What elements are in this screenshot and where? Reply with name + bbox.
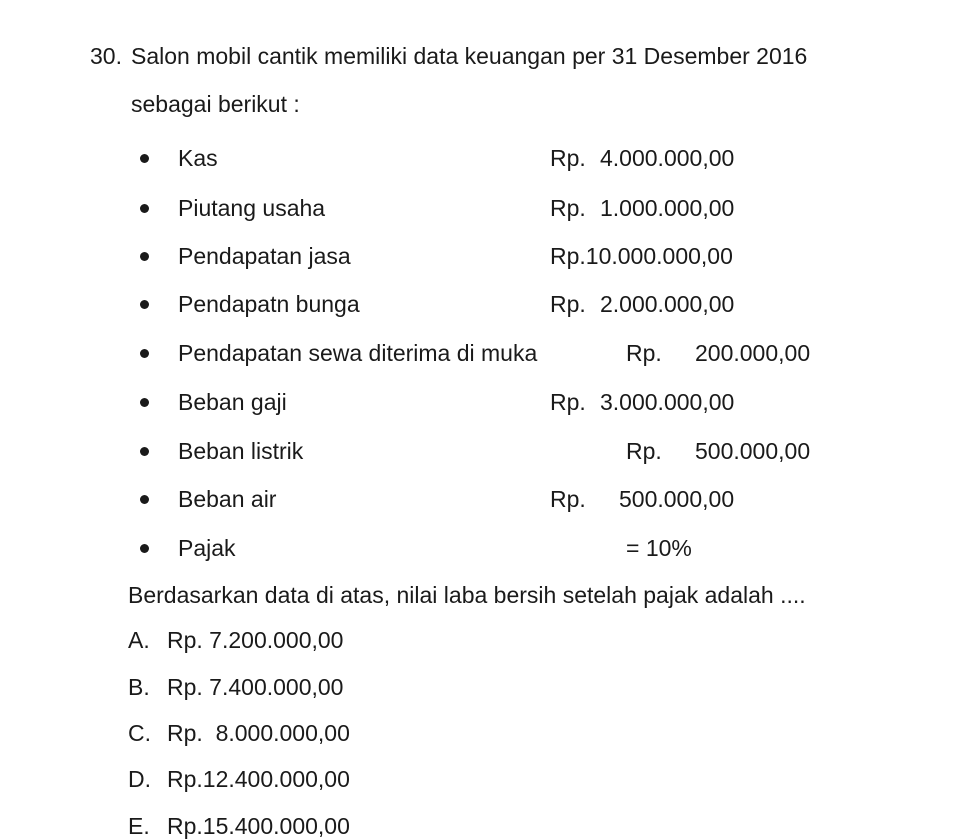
option-letter: A.: [128, 627, 150, 653]
bullet: [140, 349, 149, 358]
option-letter: B.: [128, 674, 150, 700]
item-amount-beban-listrik: 500.000,00: [695, 438, 811, 464]
item-prefix-pendapatan-bunga: Rp.: [550, 291, 586, 317]
question-text-line-2: sebagai berikut :: [131, 91, 300, 117]
item-label-piutang-usaha: Piutang usaha: [178, 195, 326, 221]
question-prompt: Berdasarkan data di atas, nilai laba bersih setelah pajak adalah ....: [128, 582, 806, 608]
bullet: [140, 154, 149, 163]
item-label-pajak: Pajak: [178, 535, 236, 561]
option-letter: E.: [128, 813, 150, 839]
bullet: [140, 447, 149, 456]
item-amount-piutang-usaha: 1.000.000,00: [600, 195, 735, 221]
item-amount-beban-air: 500.000,00: [619, 486, 735, 512]
option-value: Rp.15.400.000,00: [167, 813, 350, 839]
bullet: [140, 544, 149, 553]
item-prefix-beban-listrik: Rp.: [626, 438, 662, 464]
bullet: [140, 300, 149, 309]
item-prefix-beban-air: Rp.: [550, 486, 586, 512]
item-label-beban-gaji: Beban gaji: [178, 389, 287, 415]
item-label-pendapatan-bunga: Pendapatn bunga: [178, 291, 360, 317]
item-amount-kas: 4.000.000,00: [600, 145, 735, 171]
option-value: Rp.12.400.000,00: [167, 766, 350, 792]
option-letter: D.: [128, 766, 151, 792]
bullet: [140, 495, 149, 504]
item-label-beban-air: Beban air: [178, 486, 277, 512]
item-label-pendapatan-sewa: Pendapatan sewa diterima di muka: [178, 340, 538, 366]
option-value: Rp. 7.400.000,00: [167, 674, 344, 700]
question-number: 30.: [90, 43, 122, 69]
bullet: [140, 398, 149, 407]
item-prefix-kas: Rp.: [550, 145, 586, 171]
item-amount-pendapatan-sewa: 200.000,00: [695, 340, 811, 366]
item-prefix-pendapatan-jasa: Rp.10.000.000,00: [550, 243, 733, 269]
bullet: [140, 204, 149, 213]
item-amount-beban-gaji: 3.000.000,00: [600, 389, 735, 415]
item-label-beban-listrik: Beban listrik: [178, 438, 304, 464]
item-label-kas: Kas: [178, 145, 218, 171]
question-text-line-1: Salon mobil cantik memiliki data keuangan per 31 Desember 2016: [131, 43, 808, 69]
option-letter: C.: [128, 720, 151, 746]
bullet: [140, 252, 149, 261]
item-prefix-pajak: = 10%: [626, 535, 692, 561]
item-label-pendapatan-jasa: Pendapatan jasa: [178, 243, 351, 269]
item-amount-pendapatan-bunga: 2.000.000,00: [600, 291, 735, 317]
item-prefix-pendapatan-sewa: Rp.: [626, 340, 662, 366]
item-prefix-beban-gaji: Rp.: [550, 389, 586, 415]
option-value: Rp. 7.200.000,00: [167, 627, 344, 653]
item-prefix-piutang-usaha: Rp.: [550, 195, 586, 221]
option-value: Rp. 8.000.000,00: [167, 720, 350, 746]
